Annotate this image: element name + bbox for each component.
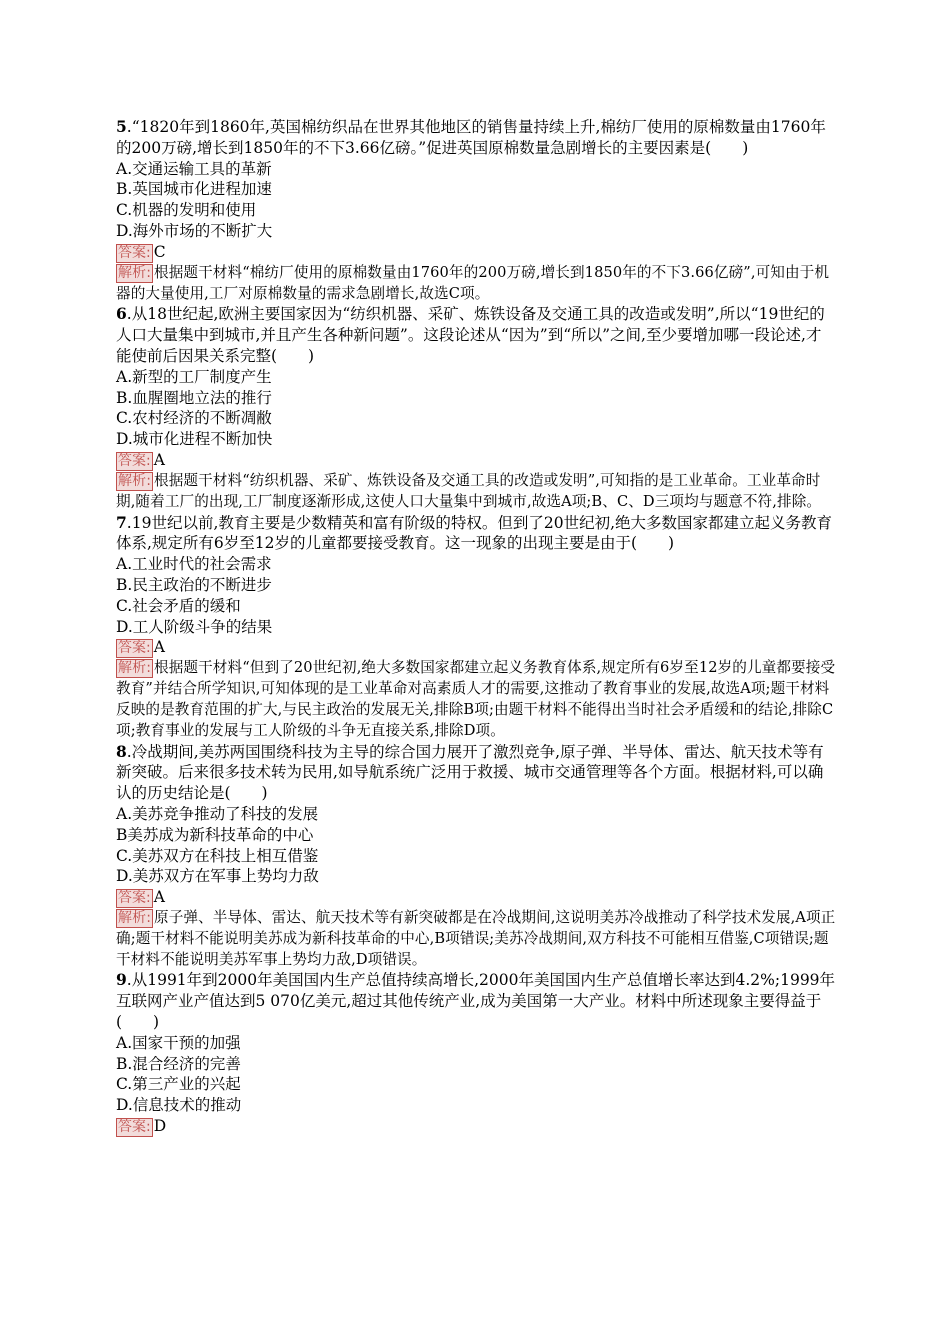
option-b: B.民主政治的不断进步 bbox=[116, 575, 272, 594]
answer-line bbox=[116, 887, 836, 908]
question-number: 7 bbox=[116, 512, 127, 532]
answer-tag: 答案: bbox=[118, 244, 151, 261]
option-b: B美苏成为新科技革命的中心 bbox=[116, 825, 314, 844]
answer-value: A bbox=[153, 638, 165, 657]
answer-line bbox=[116, 637, 836, 658]
question-stem bbox=[116, 117, 836, 159]
explanation-line bbox=[116, 658, 836, 741]
option-a: A.国家干预的加强 bbox=[116, 1033, 241, 1052]
explanation-text: 根据题干材料“棉纺厂使用的原棉数量由1760年的200万磅,增长到1850年的不下3.66亿磅”,可知由于机器的大量使用,工厂对原棉数量的需求急剧增长,故选C项。 bbox=[116, 263, 830, 302]
answer-tag: 答案: bbox=[118, 890, 151, 907]
question-text: .从18世纪起,欧洲主要国家因为“纺织机器、采矿、炼铁设备及交通工具的改造或发明”,所以“19世纪的人口大量集中到城市,并且产生各种新问题”。这段论述从“因为”到“所以”之间,至少要增加哪一段论述,才能使前后因果关系完整( ) bbox=[116, 305, 825, 365]
explanation-text: 原子弹、半导体、雷达、航天技术等有新突破都是在冷战期间,这说明美苏冷战推动了科学技术发展,A项正确;题干材料不能说明美苏成为新科技革命的中心,B项错误;美苏冷战期间,双方科技不可能相互借鉴,C项错误;题干材料不能说明美苏军事上势均力敌,D项错误。 bbox=[116, 909, 836, 968]
explanation-tag: 解析: bbox=[118, 264, 152, 281]
option-d: D.美苏双方在军事上势均力敌 bbox=[116, 867, 319, 886]
answer-value: A bbox=[153, 888, 165, 907]
option-c: C.第三产业的兴起 bbox=[116, 1075, 241, 1094]
explanation-tag: 解析: bbox=[118, 910, 152, 927]
explanation-text: 根据题干材料“纺织机器、采矿、炼铁设备及交通工具的改造或发明”,可知指的是工业革命。工业革命时期,随着工厂的出现,工厂制度逐渐形成,这使人口大量集中到城市,故选A项;B、C、D三项均与题意不符,排除。 bbox=[116, 471, 822, 510]
option-d: D.海外市场的不断扩大 bbox=[116, 221, 273, 240]
question-9 bbox=[116, 970, 836, 1137]
answer-line bbox=[116, 1116, 836, 1137]
explanation-line bbox=[116, 908, 836, 970]
option-b: B.血腥圈地立法的推行 bbox=[116, 388, 272, 407]
option-c: C.农村经济的不断凋敝 bbox=[116, 409, 272, 428]
option-c: C.机器的发明和使用 bbox=[116, 201, 257, 220]
answer-value: D bbox=[153, 1117, 167, 1136]
explanation-line bbox=[116, 471, 836, 513]
question-stem bbox=[116, 513, 836, 555]
explanation-line bbox=[116, 263, 836, 305]
answer-line bbox=[116, 242, 836, 263]
option-d: D.信息技术的推动 bbox=[116, 1096, 242, 1115]
answer-tag: 答案: bbox=[118, 1119, 151, 1136]
explanation-text: 根据题干材料“但到了20世纪初,绝大多数国家都建立起义务教育体系,规定所有6岁至12岁的儿童都要接受教育”并结合所学知识,可知体现的是工业革命对高素质人才的需要,这推动了教育事业的发展,故选A项;题干材料反映的是教育范围的扩大,与民主政治的发展无关,排除B项;由题干材料不能得出当时社会矛盾缓和的结论,排除C项;教育事业的发展与工人阶级的斗争无直接关系,排除D项。 bbox=[116, 659, 836, 739]
option-a: A.新型的工厂制度产生 bbox=[116, 367, 272, 386]
question-8 bbox=[116, 742, 836, 971]
document-page bbox=[116, 117, 836, 1137]
option-c: C.社会矛盾的缓和 bbox=[116, 596, 241, 615]
option-a: A.交通运输工具的革新 bbox=[116, 159, 272, 178]
question-number: 8 bbox=[116, 741, 127, 761]
option-d: D.城市化进程不断加快 bbox=[116, 430, 273, 449]
question-number: 6 bbox=[116, 304, 127, 324]
question-stem bbox=[116, 304, 836, 366]
question-text: .从1991年到2000年美国国内生产总值持续高增长,2000年美国国内生产总值增长率达到4.2%;1999年互联网产业产值达到5 070亿美元,超过其他传统产业,成为美国第一大产业。材料中所述现象主要得益于( ) bbox=[116, 971, 836, 1032]
question-number: 5 bbox=[116, 117, 127, 136]
question-stem bbox=[116, 742, 836, 804]
question-text: .“1820年到1860年,英国棉纺织品在世界其他地区的销售量持续上升,棉纺厂使用的原棉数量由1760年的200万磅,增长到1850年的不下3.66亿磅。”促进英国原棉数量急剧增长的主要因素是( ) bbox=[116, 118, 826, 157]
option-a: A.美苏竞争推动了科技的发展 bbox=[116, 804, 319, 823]
question-text: .19世纪以前,教育主要是少数精英和富有阶级的特权。但到了20世纪初,绝大多数国家都建立起义务教育体系,规定所有6岁至12岁的儿童都要接受教育。这一现象的出现主要是由于( ) bbox=[116, 513, 833, 553]
option-b: B.英国城市化进程加速 bbox=[116, 180, 272, 199]
question-stem bbox=[116, 970, 836, 1032]
question-text: .冷战期间,美苏两国围绕科技为主导的综合国力展开了激烈竞争,原子弹、半导体、雷达、航天技术等有新突破。后来很多技术转为民用,如导航系统广泛用于救援、城市交通管理等各个方面。根据材料,可以确认的历史结论是( ) bbox=[116, 742, 824, 803]
answer-line bbox=[116, 450, 836, 471]
answer-tag: 答案: bbox=[118, 452, 151, 469]
option-a: A.工业时代的社会需求 bbox=[116, 555, 272, 574]
option-c: C.美苏双方在科技上相互借鉴 bbox=[116, 846, 319, 865]
answer-value: C bbox=[153, 242, 166, 261]
question-7 bbox=[116, 513, 836, 742]
option-b: B.混合经济的完善 bbox=[116, 1054, 241, 1073]
explanation-tag: 解析: bbox=[118, 660, 152, 677]
question-6 bbox=[116, 304, 836, 512]
answer-tag: 答案: bbox=[118, 640, 151, 657]
option-d: D.工人阶级斗争的结果 bbox=[116, 617, 273, 636]
question-number: 9 bbox=[116, 970, 127, 990]
question-5 bbox=[116, 117, 836, 304]
answer-value: A bbox=[153, 450, 165, 469]
explanation-tag: 解析: bbox=[118, 472, 152, 489]
